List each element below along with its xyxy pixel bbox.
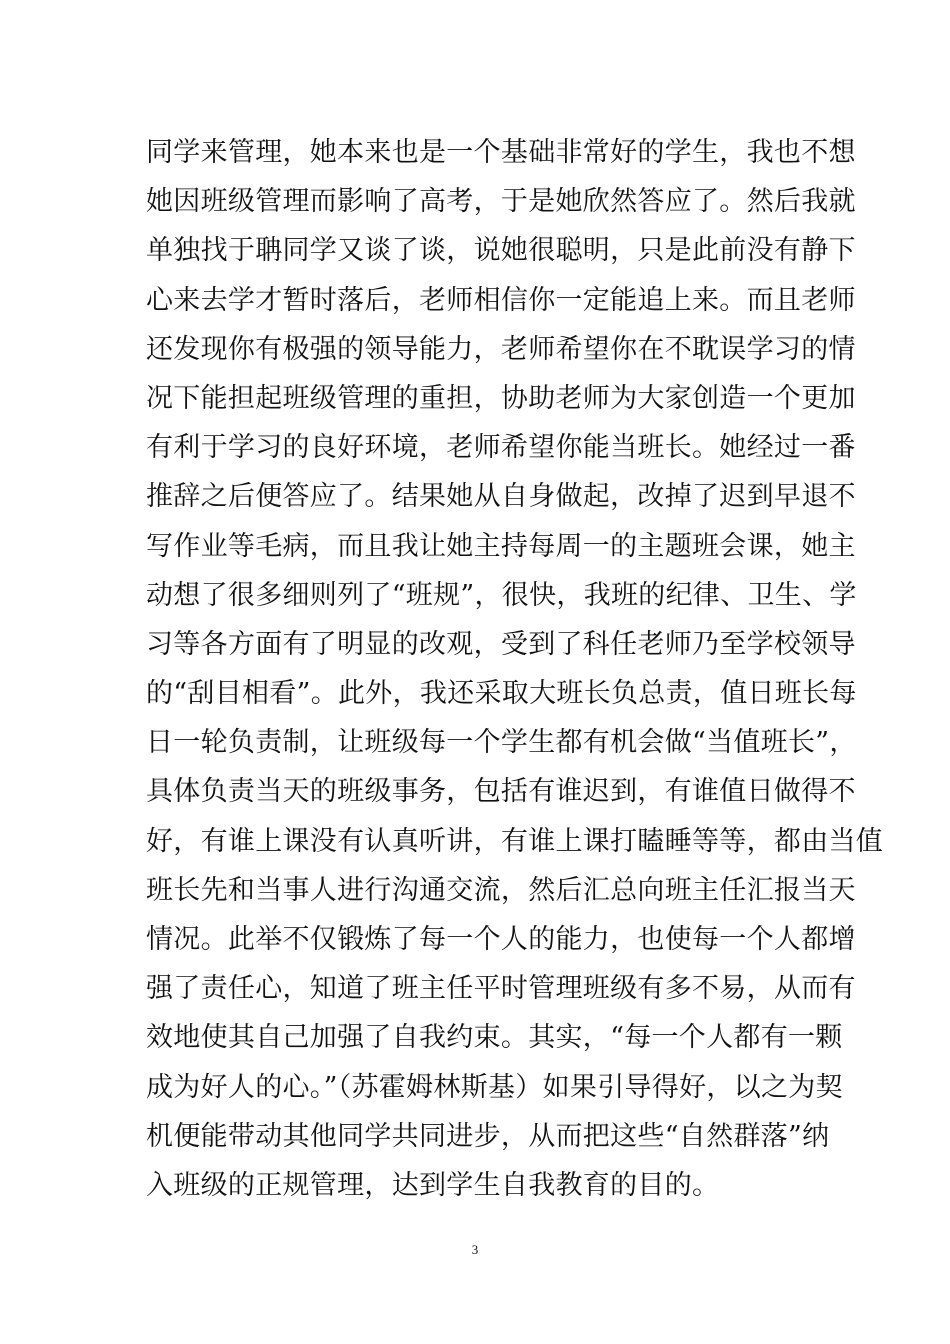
text-line: 班长先和当事人进行沟通交流，然后汇总向班主任汇报当天 [146,874,856,906]
text-line: 推辞之后便答应了。结果她从自身做起，改掉了迟到早退不 [146,481,856,513]
text-line: 成为好人的心。”（苏霍姆林斯基）如果引导得好，以之为契 [146,1071,843,1103]
text-line: 动想了很多细则列了“班规”，很快，我班的纪律、卫生、学 [146,579,857,611]
text-line: 入班级的正规管理，达到学生自我教育的目的。 [146,1169,720,1201]
text-line: 同学来管理，她本来也是一个基础非常好的学生，我也不想 [146,137,856,168]
text-line: 写作业等毛病，而且我让她主持每周一的主题班会课，她主 [146,530,856,562]
text-line: 机便能带动其他同学共同进步，从而把这些“自然群落”纳 [146,1120,830,1152]
text-line: 的“刮目相看”。此外，我还采取大班长负总责，值日班长每 [146,678,857,710]
text-line: 单独找于聃同学又谈了谈，说她很聪明，只是此前没有静下 [146,235,856,267]
body-paragraph [146,128,884,1210]
text-line: 效地使其自己加强了自我约束。其实，“每一个人都有一颗 [146,1022,843,1054]
text-line: 还发现你有极强的领导能力，老师希望你在不耽误学习的情 [146,333,856,365]
text-line: 心来去学才暂时落后，老师相信你一定能追上来。而且老师 [146,284,856,316]
text-line: 情况。此举不仅锻炼了每一个人的能力，也使每一个人都增 [146,924,856,955]
text-line: 况下能担起班级管理的重担，协助老师为大家创造一个更加 [146,382,856,414]
page-number: 3 [471,1242,479,1257]
text-line: 日一轮负责制，让班级每一个学生都有机会做“当值班长”， [146,727,857,759]
text-line: 习等各方面有了明显的改观，受到了科任老师乃至学校领导 [146,628,856,660]
text-line: 具体负责当天的班级事务，包括有谁迟到，有谁值日做得不 [146,776,856,808]
text-line: 强了责任心，知道了班主任平时管理班级有多不易，从而有 [146,973,856,1005]
text-line: 好，有谁上课没有认真听讲，有谁上课打瞌睡等等，都由当值 [146,825,884,857]
text-line: 有利于学习的良好环境，老师希望你能当班长。她经过一番 [146,432,856,464]
text-line: 她因班级管理而影响了高考，于是她欣然答应了。然后我就 [146,186,856,218]
